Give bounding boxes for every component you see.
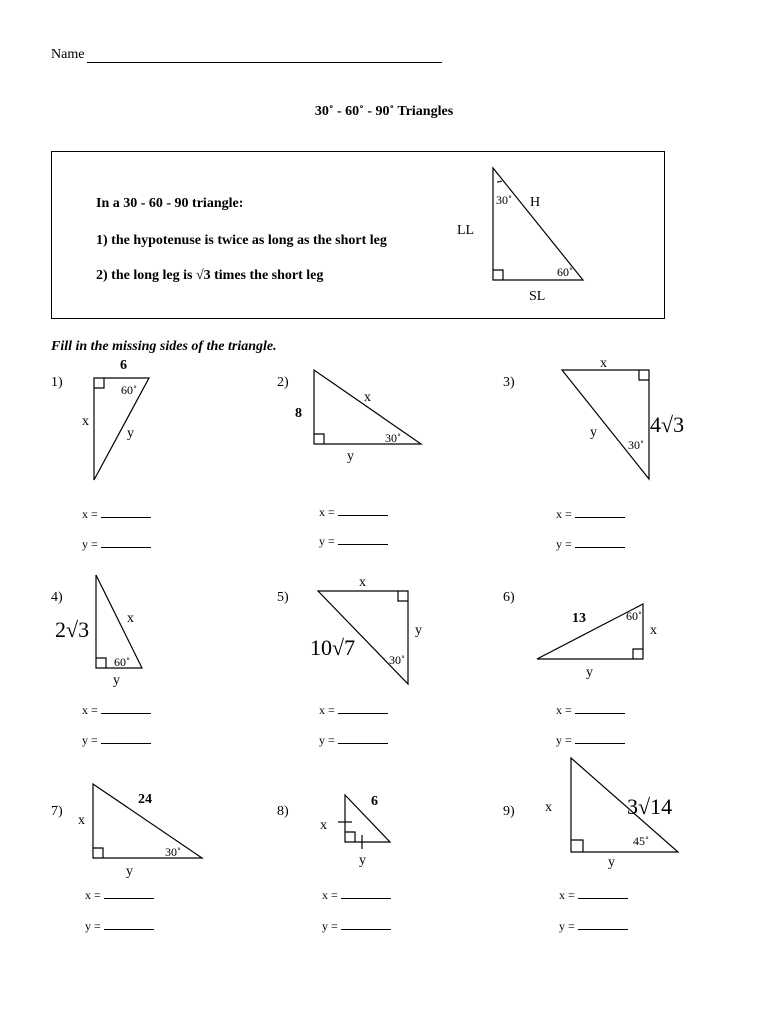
answer-y[interactable]: y =	[82, 732, 151, 748]
answer-x[interactable]: x =	[556, 506, 625, 522]
p1-top-label: 6	[120, 358, 127, 373]
problem-number: 7)	[51, 804, 63, 819]
rule-1: 1) the hypotenuse is twice as long as the short leg	[96, 233, 387, 248]
right-angle-mark	[633, 649, 643, 659]
problem-number: 8)	[277, 804, 289, 819]
p6-y-label: y	[586, 665, 593, 680]
p8-hyp-label: 6	[371, 794, 378, 809]
p7-x-label: x	[78, 813, 85, 828]
triangle-8	[345, 795, 390, 842]
answer-x[interactable]: x =	[319, 504, 388, 520]
p6-hyp-label: 13	[572, 611, 586, 626]
triangle-3	[562, 370, 649, 479]
p1-angle: 60˚	[121, 383, 137, 397]
reference-triangle	[493, 168, 583, 280]
right-angle-mark	[345, 832, 355, 842]
answer-x[interactable]: x =	[82, 702, 151, 718]
p9-y-label: y	[608, 855, 615, 870]
problem-number: 5)	[277, 590, 289, 605]
answer-y[interactable]: y =	[559, 918, 628, 934]
name-label: Name	[51, 47, 85, 62]
p9-x-label: x	[545, 800, 552, 815]
p4-x-label: x	[127, 611, 134, 626]
rules-heading: In a 30 - 60 - 90 triangle:	[96, 196, 244, 211]
right-angle-mark	[639, 370, 649, 380]
answer-x[interactable]: x =	[85, 887, 154, 903]
p5-hyp-label: 10√7	[310, 635, 356, 660]
p1-y-label: y	[127, 426, 134, 441]
problem-number: 2)	[277, 375, 289, 390]
answer-x[interactable]: x =	[82, 506, 151, 522]
p9-hyp-label: 3√14	[627, 794, 673, 819]
answer-x[interactable]: x =	[322, 887, 391, 903]
answer-y[interactable]: y =	[319, 533, 388, 549]
p2-x-label: x	[364, 390, 371, 405]
problem-number: 6)	[503, 590, 515, 605]
answer-y[interactable]: y =	[556, 732, 625, 748]
answer-y[interactable]: y =	[319, 732, 388, 748]
p7-hyp-label: 24	[138, 792, 152, 807]
p3-y-label: y	[590, 425, 597, 440]
p8-y-label: y	[359, 853, 366, 868]
p6-angle: 60˚	[626, 609, 642, 623]
ref-angle-bottom: 60˚	[557, 265, 573, 279]
p2-left-label: 8	[295, 406, 302, 421]
p5-x-label: x	[359, 575, 366, 590]
p7-y-label: y	[126, 864, 133, 879]
p4-angle: 60˚	[114, 655, 130, 669]
answer-y[interactable]: y =	[82, 536, 151, 552]
ref-angle-top: 30˚	[496, 193, 512, 207]
answer-x[interactable]: x =	[559, 887, 628, 903]
p1-x-label: x	[82, 414, 89, 429]
ref-hyp-label: H	[530, 195, 541, 210]
instructions: Fill in the missing sides of the triangle.	[51, 339, 277, 354]
right-angle-mark	[398, 591, 408, 601]
right-angle-mark	[93, 848, 103, 858]
p5-y-label: y	[415, 623, 422, 638]
p3-x-label: x	[600, 356, 607, 371]
p5-angle: 30˚	[389, 653, 405, 667]
right-angle-mark	[96, 658, 106, 668]
p6-x-label: x	[650, 623, 657, 638]
answer-y[interactable]: y =	[556, 536, 625, 552]
p3-right-label: 4√3	[650, 412, 685, 437]
problem-number: 1)	[51, 375, 63, 390]
ref-long-leg-label: LL	[457, 223, 475, 238]
right-angle-mark	[94, 378, 104, 388]
right-angle-mark	[571, 840, 583, 852]
p8-x-label: x	[320, 818, 327, 833]
right-angle-mark	[314, 434, 324, 444]
p4-y-label: y	[113, 673, 120, 688]
right-angle-mark	[493, 270, 503, 280]
triangle-2	[314, 370, 421, 444]
problem-number: 4)	[51, 590, 63, 605]
page-title: 30˚ - 60˚ - 90˚ Triangles	[314, 104, 454, 119]
problem-number: 9)	[503, 804, 515, 819]
answer-y[interactable]: y =	[322, 918, 391, 934]
p7-angle: 30˚	[165, 845, 181, 859]
ref-short-leg-label: SL	[529, 289, 546, 304]
p2-angle: 30˚	[385, 431, 401, 445]
problem-number: 3)	[503, 375, 515, 390]
answer-x[interactable]: x =	[319, 702, 388, 718]
p3-angle: 30˚	[628, 438, 644, 452]
p9-angle: 45˚	[633, 834, 649, 848]
rule-2: 2) the long leg is √3 times the short leg	[96, 268, 324, 283]
p2-y-label: y	[347, 449, 354, 464]
p4-left-label: 2√3	[55, 617, 90, 642]
answer-y[interactable]: y =	[85, 918, 154, 934]
answer-x[interactable]: x =	[556, 702, 625, 718]
